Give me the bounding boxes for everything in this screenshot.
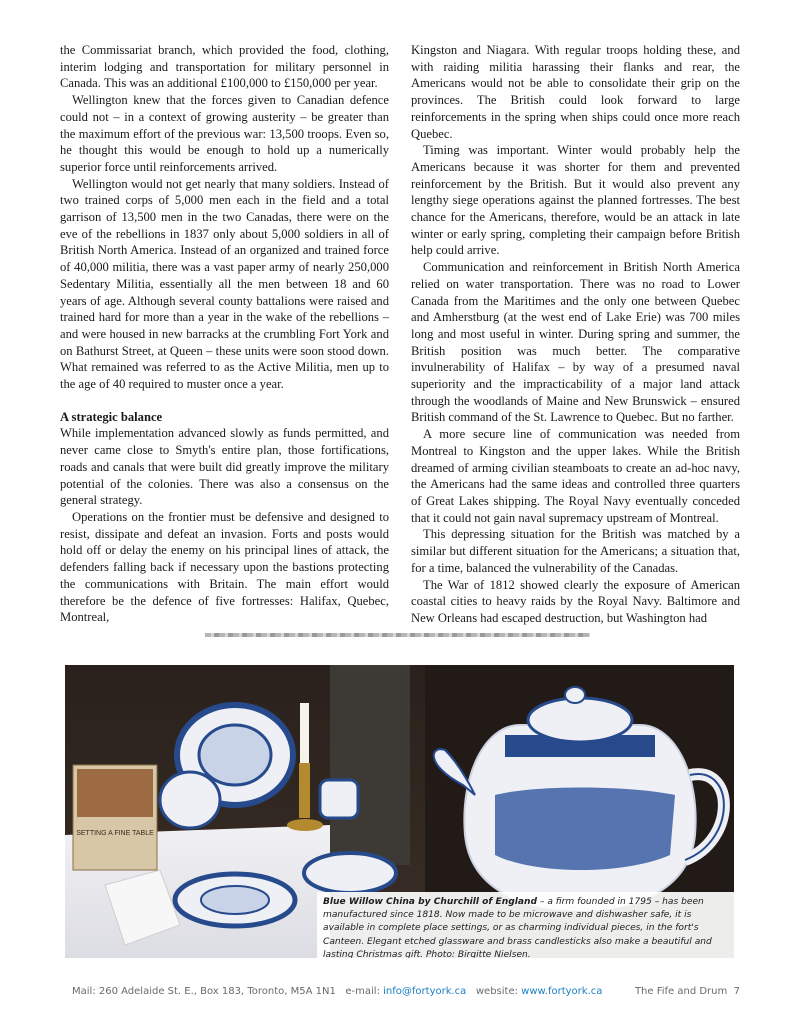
paragraph: While implementation advanced slowly as funds permitted, and never came close to Smyth's entire plan, those fortifications, roads and canals that were built did greatly improve the military potential of the colonies. There was also a consensus on the general strategy. [60, 426, 389, 508]
small-teapot [160, 772, 220, 828]
book-title: SETTING A FINE TABLE [76, 830, 154, 837]
decorative-divider [205, 633, 590, 637]
photo-caption [317, 892, 734, 958]
paragraph: Communication and reinforcement in British North America relied on water transportation. There was no road to Lower Canada from the Maritimes and the only one between Quebec and Amherstburg (at the west end of Lake Erie) was 700 miles long and most useful in winter. During spring and summer, the British position was much better. The comparative invulnerability of Halifax – by way of a presumed naval superiority and the impracticability of a major land attack through the woodlands of Maine and New Brunswick – ensured British command of the St. Lawrence to Quebec. But no farther. [411, 260, 740, 425]
footer-address: Mail: 260 Adelaide St. E., Box 183, Toronto, M5A 1N1 [72, 986, 336, 997]
candle [300, 703, 309, 763]
footer-email-label: e-mail: [345, 986, 380, 997]
page-footer [72, 986, 740, 997]
paragraph: This depressing situation for the British was matched by a similar but different situation for the Americans; a situation that, for a time, balanced the vulnerability of the Canadas. [411, 527, 740, 575]
section-heading: A strategic balance [60, 409, 163, 424]
paragraph: A more secure line of communication was needed from Montreal to Kingston and the upper lakes. While the British dreamed of arming civilian steamboats to create an ad-hoc navy, the Americans had the same ideas and controlled three quarters of Great Lakes shipping. The Royal Navy eventually conceded that it could not gain naval supremacy upstream of Montreal. [411, 427, 740, 525]
book [73, 765, 157, 870]
footer-website-label: website: [475, 986, 518, 997]
milk-jug [320, 780, 358, 818]
footer-publication [635, 986, 740, 997]
paragraph: The War of 1812 showed clearly the exposure of American coastal cities to heavy raids by the Royal Navy. Baltimore and New Orleans had escaped destruction, but Washington had [411, 577, 740, 625]
caption-text: – a firm founded in 1795 – has been manufactured since 1818. Now made to be microwave and dishwasher safe, it is available in complete place settings, or as charming individual pieces, in the fort's Canteen. Elegant etched glassware and brass candlesticks also make a beautiful and lasting Christmas gift. Photo: Birgitte Nielsen. [323, 897, 712, 958]
paragraph: Wellington would not get nearly that many soldiers. Instead of two trained corps of 5,000 men each in the field and a total garrison of 13,500 men in the two Canadas, there were on the eve of the rebellions in 1837 only about 5,000 soldiers in all of British North America. Instead of an organized and trained force of 40,000 militia, there was a vast paper army of nearly 250,000 Sedentary Militia, essentially all the men between 18 and 60 years of age. Although several county battalions were raised and trained hard for more than a year in the wake of the rebellions – and were housed in new barracks at the crumbling Fort York and on Bathurst Street, at Queen – these units were soon stood down. What remained was referred to as the Active Militia, men up to the age of 40 required to muster once a year. [60, 176, 389, 392]
left-column [60, 42, 389, 625]
email-link[interactable]: info@fortyork.ca [383, 986, 467, 997]
paragraph: Wellington knew that the forces given to Canadian defence could not – in a context of growing austerity – be greater than the maximum effort of the previous war: 13,500 troops. Even so, he thought this would be enough to hold up a numerically superior force until reinforcements arrived. [60, 93, 389, 174]
page-number: 7 [733, 986, 740, 997]
right-column [411, 42, 740, 625]
publication-name: The Fife and Drum [634, 986, 728, 997]
paragraph: Operations on the frontier must be defensive and designed to resist, dissipate and defeat an invasion. Forts and posts would hold off or delay the enemy on his principal lines of attack, the defenders falling back if necessary upon the bastions protecting the communications with Britain. The main effort would therefore be the defence of five fortresses: Halifax, Quebec, Montreal, [60, 509, 389, 625]
paragraph: Timing was important. Winter would probably help the Americans because it was shorter for them and prevented reinforcement by the British. But it would also prevent any lengthy siege operations against the planned fortresses. The best chance for the Americans, therefore, would be an attack in late winter or early spring, completing their campaign before British help could arrive. [411, 143, 740, 258]
paragraph: the Commissariat branch, which provided the food, clothing, interim lodging and transportation for military personnel in Canada. This was an additional £100,000 to £150,000 per year. [60, 43, 389, 91]
website-link[interactable]: www.fortyork.ca [521, 986, 603, 997]
paragraph: Kingston and Niagara. With regular troops holding these, and with raiding militia harassing their flanks and rear, the Americans would not be able to consolidate their grip on the provinces. The British could look forward to large reinforcements in the spring when ships could once more reach Quebec. [411, 43, 740, 141]
caption-title: Blue Willow China by Churchill of England [323, 897, 537, 907]
blue-willow-china-photo [65, 665, 734, 958]
article-columns [60, 42, 740, 625]
